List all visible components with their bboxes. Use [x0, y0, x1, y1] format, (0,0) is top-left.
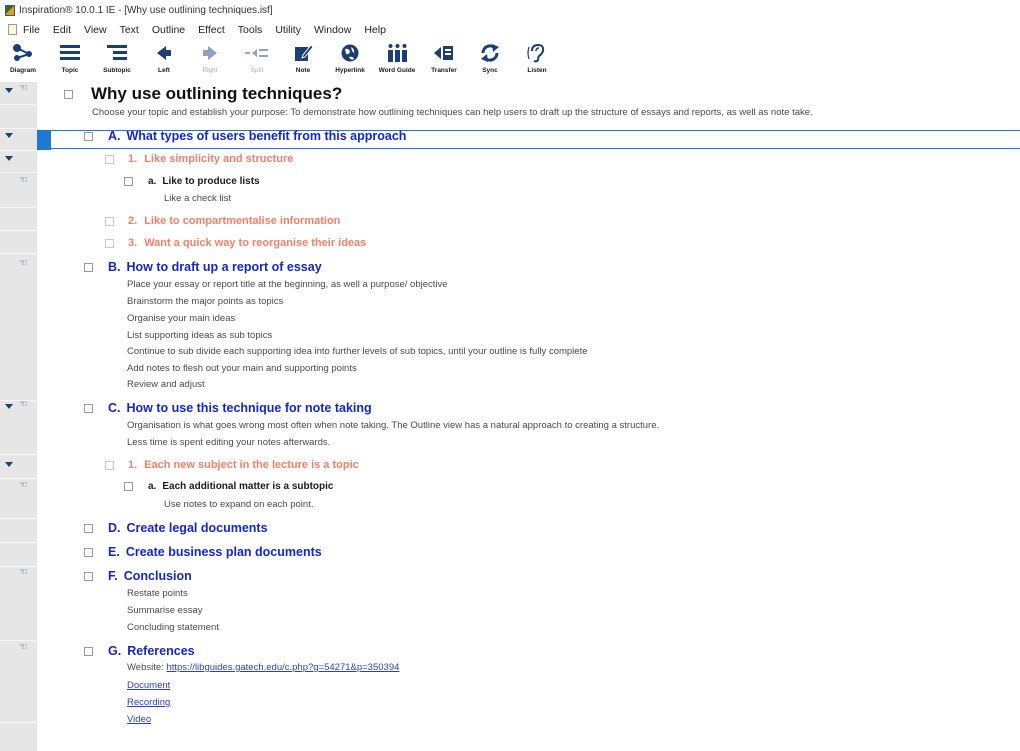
title-bar — [0, 0, 1020, 20]
note-indicator-icon[interactable]: ☜ — [19, 175, 28, 186]
topic-checkbox[interactable] — [124, 177, 133, 186]
transfer-button[interactable]: Transfer — [424, 39, 464, 82]
topic-checkbox[interactable] — [84, 263, 93, 272]
note-indicator-icon[interactable]: ☜ — [19, 642, 28, 653]
menu-effect[interactable]: Effect — [198, 23, 225, 36]
topic-checkbox[interactable] — [105, 217, 114, 226]
topic-label: Like simplicity and structure — [144, 153, 294, 165]
topic-checkbox[interactable] — [84, 524, 93, 533]
topic-note[interactable]: Organise your main ideas — [127, 313, 236, 324]
topic-note[interactable]: Review and adjust — [127, 379, 205, 390]
note-indicator-icon[interactable]: ☜ — [19, 567, 28, 578]
topic-note[interactable]: List supporting ideas as sub topics — [127, 330, 273, 341]
toolbar — [0, 39, 1020, 82]
topic-note[interactable]: Less time is spent editing your notes afterwards. — [127, 437, 331, 448]
website-label: Website: — [127, 662, 164, 673]
topic-note[interactable]: Place your essay or report title at the beginning, as well a purpose/ objective — [127, 279, 448, 290]
menu-window[interactable]: Window — [313, 23, 352, 36]
menu-bar — [0, 20, 1020, 39]
topic-button[interactable]: Topic — [50, 39, 90, 82]
hyperlink-icon — [330, 39, 370, 67]
app-icon — [5, 5, 15, 16]
topic-note[interactable]: Brainstorm the major points as topics — [127, 296, 284, 307]
hyperlink-button[interactable]: Hyperlink — [330, 39, 370, 82]
document-link[interactable]: Document — [127, 680, 171, 691]
topic-checkbox[interactable] — [105, 155, 114, 164]
topic-label: Want a quick way to reorganise their ideas — [144, 237, 367, 249]
selection-marker — [37, 130, 51, 150]
topic-D[interactable]: D. Create legal documents — [84, 521, 268, 535]
topic-note[interactable]: Concluding statement — [127, 622, 219, 633]
topic-label: How to use this technique for note taking — [126, 401, 372, 415]
left-arrow-icon — [144, 39, 184, 67]
collapse-toggle-A1[interactable] — [5, 156, 13, 161]
topic-note[interactable]: Continue to sub divide each supporting idea into further levels of sub topics, until your outline is fully complete — [127, 346, 588, 357]
title-note[interactable]: Choose your topic and establish your purpose: To demonstrate how outlining techniques can help users to draft up the structure of essays and reports, as well as note take. — [92, 107, 813, 118]
title-checkbox[interactable] — [64, 90, 73, 99]
right-button[interactable]: Right — [190, 39, 230, 82]
note-button[interactable]: Note — [283, 39, 323, 82]
note-indicator-icon[interactable]: ☜ — [19, 480, 28, 491]
transfer-icon — [424, 39, 464, 67]
topic-label: Create legal documents — [126, 521, 268, 535]
topic-checkbox[interactable] — [105, 239, 114, 248]
menu-outline[interactable]: Outline — [151, 23, 186, 36]
listen-button[interactable]: Listen — [517, 39, 557, 82]
topic-checkbox[interactable] — [84, 132, 93, 141]
topic-label: Conclusion — [123, 569, 192, 583]
topic-checkbox[interactable] — [84, 572, 93, 581]
diagram-button[interactable]: Diagram — [3, 39, 43, 82]
word-guide-button[interactable]: Word Guide — [377, 39, 417, 82]
outline-gutter — [0, 82, 37, 751]
website-link[interactable]: https://libguides.gatech.edu/c.php?g=54271&p=350394 — [166, 662, 400, 673]
topic-label: How to draft up a report of essay — [126, 260, 322, 274]
menu-text[interactable]: Text — [119, 23, 139, 36]
sync-icon — [470, 39, 510, 67]
topic-checkbox[interactable] — [105, 461, 114, 470]
topic-C[interactable]: C. How to use this technique for note taking — [84, 401, 372, 415]
word-guide-icon — [377, 39, 417, 67]
topic-note[interactable]: Organisation is what goes wrong most often when note taking. The Outline view has a natural approach to creating a structure. — [127, 420, 660, 431]
collapse-toggle-C1[interactable] — [5, 462, 13, 467]
topic-label: Like to compartmentalise information — [144, 215, 341, 227]
topic-label: What types of users benefit from this approach — [126, 129, 407, 143]
topic-note[interactable]: Like a check list — [164, 193, 232, 204]
document-icon[interactable] — [8, 24, 17, 35]
topic-E[interactable]: E. Create business plan documents — [84, 545, 322, 559]
topic-label: Each additional matter is a subtopic — [162, 481, 334, 492]
split-button[interactable]: Split — [237, 39, 277, 82]
topic-label: Create business plan documents — [125, 545, 322, 559]
menu-view[interactable]: View — [84, 23, 107, 36]
subtopic-button[interactable]: Subtopic — [97, 39, 137, 82]
note-indicator-icon[interactable]: ☜ — [19, 83, 28, 94]
topic-checkbox[interactable] — [84, 548, 93, 557]
note-indicator-icon[interactable]: ☜ — [19, 399, 28, 410]
subtopic-C1a[interactable]: a. Each additional matter is a subtopic — [124, 481, 334, 492]
right-arrow-icon — [190, 39, 230, 67]
topic-A[interactable]: A. What types of users benefit from this approach — [84, 129, 406, 143]
collapse-toggle-A[interactable] — [5, 133, 13, 138]
topic-note[interactable]: Use notes to expand on each point. — [164, 499, 314, 510]
listen-icon — [517, 39, 557, 67]
topic-G[interactable]: G. References — [84, 644, 195, 658]
menu-edit[interactable]: Edit — [52, 23, 72, 36]
left-button[interactable]: Left — [144, 39, 184, 82]
topic-checkbox[interactable] — [84, 647, 93, 656]
split-icon — [237, 39, 277, 67]
subtopic-A2[interactable]: 2. Like to compartmentalise information — [105, 215, 340, 227]
topic-note[interactable]: Add notes to flesh out your main and supporting points — [127, 363, 357, 374]
menu-file[interactable]: File — [23, 23, 40, 36]
topic-note[interactable]: Restate points — [127, 588, 188, 599]
collapse-toggle-C[interactable] — [5, 404, 13, 409]
topic-note[interactable]: Summarise essay — [127, 605, 203, 616]
topic-label: Each new subject in the lecture is a topic — [144, 459, 359, 471]
note-icon — [283, 39, 323, 67]
note-indicator-icon[interactable]: ☜ — [19, 258, 28, 269]
outline-title-row[interactable] — [64, 84, 342, 104]
video-link[interactable]: Video — [127, 714, 152, 725]
subtopic-icon — [97, 39, 137, 67]
subtopic-C1[interactable]: 1. Each new subject in the lecture is a topic — [105, 459, 359, 471]
topic-icon — [50, 39, 90, 67]
window-title: Inspiration® 10.0.1 IE - [Why use outlining techniques.isf] — [19, 4, 273, 16]
topic-checkbox[interactable] — [124, 482, 133, 491]
website-note — [127, 662, 399, 673]
collapse-toggle-title[interactable] — [5, 88, 13, 93]
recording-link[interactable]: Recording — [127, 697, 171, 708]
topic-label: References — [127, 644, 195, 658]
topic-B[interactable]: B. How to draft up a report of essay — [84, 260, 322, 274]
topic-F[interactable]: F. Conclusion — [84, 569, 192, 583]
subtopic-A3[interactable]: 3. Want a quick way to reorganise their ideas — [105, 237, 366, 249]
menu-help[interactable]: Help — [364, 23, 386, 36]
outline-title[interactable]: Why use outlining techniques? — [91, 84, 343, 103]
sync-button[interactable]: Sync — [470, 39, 510, 82]
topic-label: Like to produce lists — [162, 176, 260, 187]
topic-checkbox[interactable] — [84, 404, 93, 413]
subtopic-A1a[interactable]: a. Like to produce lists — [124, 176, 260, 187]
menu-tools[interactable]: Tools — [237, 23, 263, 36]
menu-utility[interactable]: Utility — [275, 23, 301, 36]
diagram-icon — [3, 39, 43, 67]
subtopic-A1[interactable]: 1. Like simplicity and structure — [105, 153, 293, 165]
